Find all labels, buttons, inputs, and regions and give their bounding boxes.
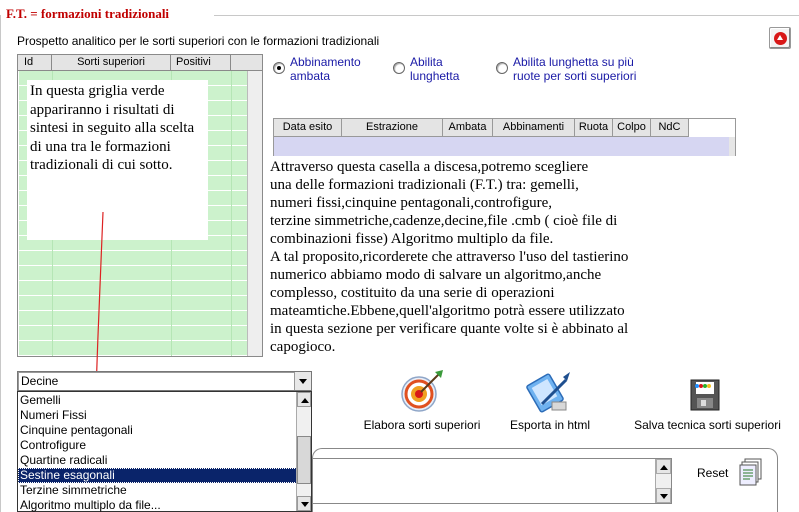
summary-grid-header bbox=[18, 55, 262, 71]
target-icon bbox=[399, 368, 445, 414]
option-algoritmo-multiplo[interactable]: Algoritmo multiplo da file... bbox=[20, 498, 161, 512]
summary-grid-scrollbar[interactable] bbox=[247, 71, 262, 356]
formazione-select[interactable] bbox=[17, 371, 312, 391]
option-terzine-simmetriche[interactable]: Terzine simmetriche bbox=[20, 483, 127, 497]
save-technique-icon bbox=[687, 374, 725, 414]
section-subtitle: Prospetto analitico per le sorti superiori con le formazioni tradizionali bbox=[17, 34, 380, 48]
scroll-top-button[interactable] bbox=[769, 27, 791, 49]
salva-tecnica-button[interactable] bbox=[630, 368, 785, 432]
esporta-html-label: Esporta in html bbox=[510, 418, 591, 432]
radio-multi-label: Abilita lunghetta su più ruote per sorti superiori bbox=[513, 55, 637, 83]
scroll-up-icon[interactable] bbox=[656, 459, 671, 474]
scroll-down-icon[interactable] bbox=[297, 496, 311, 511]
column-header-ndc[interactable]: NdC bbox=[651, 119, 689, 136]
results-grid-row[interactable] bbox=[274, 137, 735, 157]
radio-ambata-label: Abbinamento ambata bbox=[290, 55, 361, 83]
radio-unchecked-icon bbox=[393, 62, 405, 74]
reset-label: Reset bbox=[697, 466, 729, 480]
radio-checked-icon bbox=[273, 62, 285, 74]
column-header-id[interactable]: Id bbox=[18, 55, 52, 70]
elabora-sorti-button[interactable] bbox=[360, 368, 484, 432]
scroll-thumb[interactable] bbox=[297, 436, 311, 484]
esporta-html-button[interactable] bbox=[510, 368, 590, 432]
radio-lunghetta-multi-ruote[interactable] bbox=[496, 55, 636, 83]
option-numeri-fissi[interactable]: Numeri Fissi bbox=[20, 408, 87, 422]
column-header-abbinamenti[interactable]: Abbinamenti bbox=[493, 119, 575, 136]
option-cinquine-pentagonali[interactable]: Cinquine pentagonali bbox=[20, 423, 133, 437]
frame-border-top bbox=[214, 15, 799, 16]
scroll-up-icon[interactable] bbox=[297, 392, 311, 407]
scroll-down-icon[interactable] bbox=[656, 488, 671, 503]
formazione-dropdown-list[interactable] bbox=[17, 391, 312, 512]
radio-lunghetta-label: Abilita lunghetta bbox=[410, 55, 460, 83]
column-header-positivi[interactable]: Positivi bbox=[171, 55, 231, 70]
radio-unchecked-icon bbox=[496, 62, 508, 74]
section-title: F.T. = formazioni tradizionali bbox=[6, 6, 175, 22]
text-area-scrollbar[interactable] bbox=[655, 459, 671, 503]
elabora-sorti-label: Elabora sorti superiori bbox=[363, 418, 481, 432]
reset-icon[interactable] bbox=[739, 458, 763, 486]
formazione-select-value: Decine bbox=[21, 374, 59, 388]
radio-abbinamento-ambata[interactable] bbox=[273, 55, 361, 83]
column-header-sorti[interactable]: Sorti superiori bbox=[52, 55, 171, 70]
ft-annotation-note: Attraverso questa casella a discesa,potremo scegliere una delle formazioni tradizionali (F.T.) tra: gemelli, numeri fissi,cinquine pentagonali,controfigure, terzine simmetriche,cadenze,decine,file .cmb ( cioè file di combinazioni fisse) Algoritmo multiplo da file. A tal proposito,ricorderete che attraverso l'uso del tastierino numerico abbiamo modo di salvare un algoritmo,anche complesso, costituito da una serie di operazioni mateamtiche.Ebbene,quell'algoritmo potrà essere utilizzato in questa sezione per verificare quante volte si è abbinato al capogioco. bbox=[266, 156, 736, 356]
column-header-ambata[interactable]: Ambata bbox=[443, 119, 493, 136]
salva-tecnica-label: Salva tecnica sorti superiori bbox=[634, 418, 781, 432]
column-header-estrazione[interactable]: Estrazione bbox=[342, 119, 443, 136]
bottom-text-area[interactable] bbox=[312, 458, 672, 504]
grid-annotation-note: In questa griglia verde appariranno i risultati di sintesi in seguito alla scelta di una tra le formazioni tradizionali di cui sotto. bbox=[27, 80, 208, 240]
option-gemelli[interactable]: Gemelli bbox=[20, 393, 61, 407]
dropdown-scrollbar[interactable] bbox=[296, 392, 311, 511]
column-header-data-esito[interactable]: Data esito bbox=[274, 119, 342, 136]
frame-border-left bbox=[0, 15, 1, 512]
option-sestine-esagonali[interactable]: Sestine esagonali bbox=[18, 468, 297, 483]
export-html-icon bbox=[526, 368, 574, 416]
results-grid-header bbox=[274, 119, 689, 137]
column-header-ruota[interactable]: Ruota bbox=[575, 119, 613, 136]
column-header-colpo[interactable]: Colpo bbox=[613, 119, 651, 136]
chevron-down-icon[interactable] bbox=[294, 372, 311, 390]
option-quartine-radicali[interactable]: Quartine radicali bbox=[20, 453, 108, 467]
radio-abilita-lunghetta[interactable] bbox=[393, 55, 459, 83]
option-controfigure[interactable]: Controfigure bbox=[20, 438, 87, 452]
